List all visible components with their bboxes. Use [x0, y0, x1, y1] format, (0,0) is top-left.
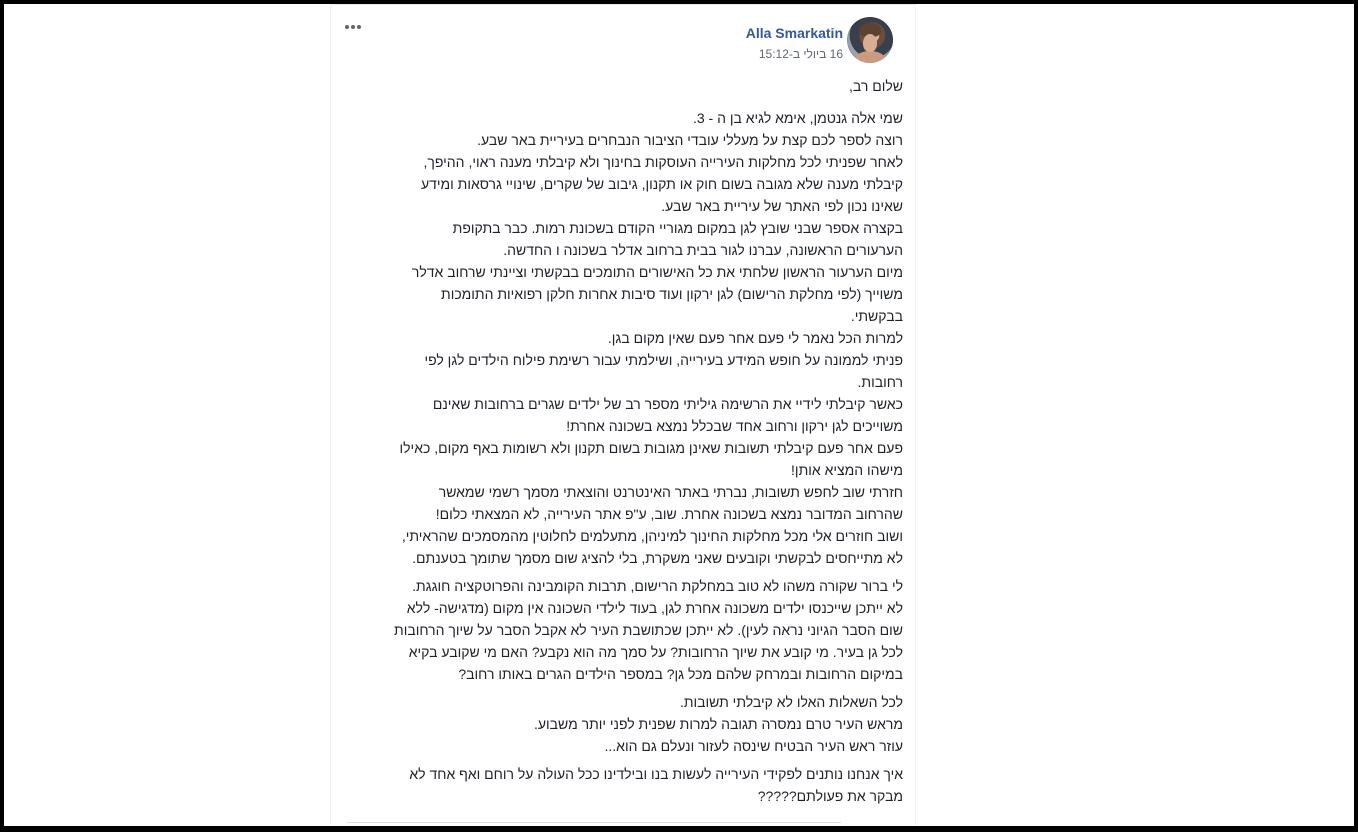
- post-text-line: במיקום הרחובות ובמרחק שלהם מכל גן? במספר הילדים הגרים באותו רחוב?: [458, 666, 903, 682]
- post-text-line: מישהו המציא אותן!: [791, 462, 903, 478]
- post-text-line: רחובות.: [857, 374, 903, 390]
- more-horizontal-icon: [345, 25, 349, 29]
- post-text-line: פעם אחר פעם קיבלתי תשובות שאינן מגובות בשום תקנון ולא רשומות באף מקום, כאילו: [399, 440, 903, 456]
- screenshot-canvas: [4, 4, 1354, 826]
- post-text-line: למרות הכל נאמר לי פעם אחר פעם שאין מקום בגן.: [607, 330, 903, 346]
- author-name-link[interactable]: Alla Smarkatin: [745, 25, 843, 41]
- post-text-line: לי ברור שקורה משהו לא טוב במחלקת הרישום, תרבות הקומבינה והפרוטקציה חוגגת.: [412, 578, 903, 594]
- post-text-line: כאשר קיבלתי לידיי את הרשימה גיליתי מספר רב של ילדים שגרים ברחובות שאינם: [432, 396, 903, 412]
- post-text-line: שהרחוב המדובר נמצא בשכונה אחרת. שוב, ע"פ אתר העירייה, לא המצאתי כלום!: [435, 506, 903, 522]
- post-timestamp-link[interactable]: 16 ביולי ב-15:12: [758, 47, 843, 61]
- post-text-line: שום הסבר הגיוני נראה לעין). לא ייתכן שכתושבת העיר לא אקבל הסבר על שיוך הרחובות: [394, 622, 903, 638]
- post-text-line: משוייכים לגן ירקון ורחוב אחד שבכלל נמצא בשכונה אחרת!: [566, 418, 903, 434]
- post-text-line: פניתי לממונה על חופש המידע בעירייה, ושילמתי עבור רשימת פילוח הילדים לגן לפי: [424, 352, 903, 368]
- post-divider: [347, 822, 841, 823]
- post-paragraph: [343, 107, 903, 569]
- post-text-line: שאינו נכון לפי האתר של עיריית באר שבע.: [661, 198, 903, 214]
- post-text-line: לאחר שפניתי לכל מחלקות העירייה העוסקות בחינוך ולא קיבלתי מענה ראוי, ההיפך,: [423, 154, 903, 170]
- post-text-line: קיבלתי מענה שלא מגובה בשום חוק או תקנון, גיבוב של שקרים, שינויי גרסאות ומידע: [420, 176, 903, 192]
- more-horizontal-icon: [357, 25, 361, 29]
- post-paragraph: [343, 691, 903, 757]
- post-text-line: רוצה לספר לכם קצת על מעללי עובדי הציבור הנבחרים בעיריית באר שבע.: [477, 132, 903, 148]
- post-header: [746, 25, 843, 62]
- avatar-face: [863, 34, 877, 52]
- post-paragraphs: [343, 107, 903, 807]
- post-text-line: ושוב חוזרים אלי מכל מחלקות החינוך למיניהן, מתעלמים לחלוטין מהמסמכים שהראיתי,: [401, 528, 903, 544]
- post-text-line: לכל השאלות האלו לא קיבלתי תשובות.: [679, 694, 903, 710]
- facebook-post-card: [330, 4, 916, 826]
- post-greeting: שלום רב,: [849, 78, 903, 94]
- post-text-line: חזרתי שוב לחפש תשובות, נברתי באתר האינטרנט והוצאתי מסמך רשמי שמאשר: [438, 484, 903, 500]
- post-text-line: עוזר ראש העיר הבטיח שינסה לעזור ונעלם גם הוא...: [604, 738, 903, 754]
- post-text-line: לא מתייחסים לבקשתי וקובעים שאני משקרת, בלי להציג שום מסמך שתומך בטענתם.: [412, 550, 903, 566]
- post-text-line: בבקשתי.: [850, 308, 903, 324]
- post-text-line: מבקר את פעולתם?????: [757, 788, 903, 804]
- post-paragraph: [343, 575, 903, 685]
- post-text-line: איך אנחנו נותנים לפקידי העירייה לעשות בנו ובילדינו ככל העולה על רוחם ואף אחד לא: [409, 766, 903, 782]
- post-paragraph: [343, 763, 903, 807]
- post-body: [343, 75, 903, 813]
- post-text-line: בקצרה אספר שבני שובץ לגן במקום מגוריי הקודם בשכונת רמות. כבר בתקופת: [452, 220, 903, 236]
- post-options-button[interactable]: [341, 19, 365, 35]
- post-text-line: לא ייתכן שייכנסו ילדים משכונה אחרת לגן, בעוד לילדי השכונה אין מקום (מדגישה- ללא: [406, 600, 903, 616]
- post-text-line: מראש העיר טרם נמסרה תגובה למרות שפנית לפני יותר משבוע.: [533, 716, 903, 732]
- post-text-line: הערעורים הראשונה, עברנו לגור בבית ברחוב אדלר בשכונה ו החדשה.: [503, 242, 903, 258]
- post-text-line: משוייך (לפי מחלקת הרישום) לגן ירקון ועוד סיבות אחרות חלקן רפואיות התומכות: [441, 286, 903, 302]
- avatar-shoulders: [855, 51, 885, 63]
- more-horizontal-icon: [351, 25, 355, 29]
- post-text-line: שמי אלה גנטמן, אימא לגיא בן ה - 3.: [692, 110, 903, 126]
- post-text-line: מיום הערעור הראשון שלחתי את כל האישורים התומכים בבקשתי וציינתי שרחוב אדלר: [411, 264, 903, 280]
- post-text-line: לכל גן בעיר. מי קובע את שיוך הרחובות? על סמך מה הוא נקבע? האם מי שקובע בקיא: [408, 644, 903, 660]
- author-avatar[interactable]: [847, 17, 893, 63]
